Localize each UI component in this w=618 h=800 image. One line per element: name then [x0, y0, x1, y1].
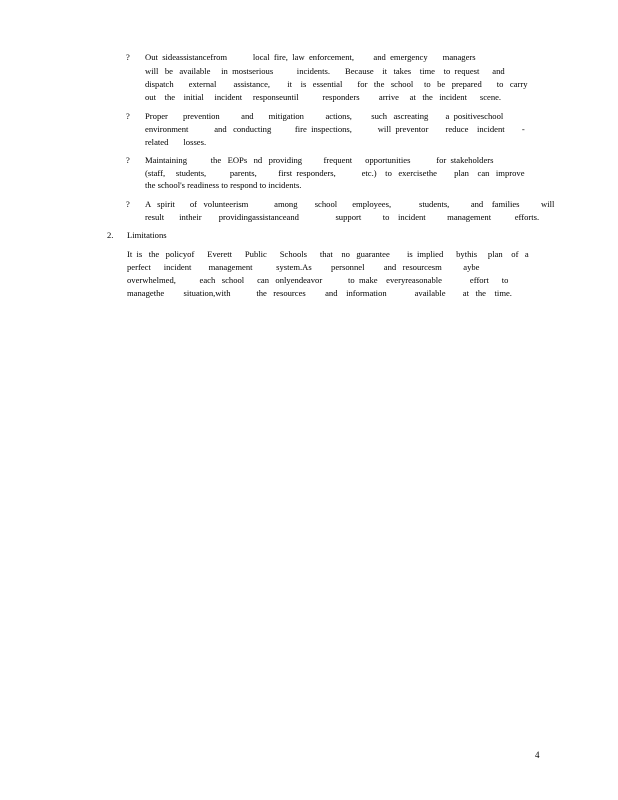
- bullet-line: (staff, students, parents, first responders, etc.) to exercisethe plan can improve: [145, 168, 525, 178]
- paragraph-line: managethe situation,with the resources and information available at the time.: [127, 288, 512, 298]
- bullet-line: related losses.: [145, 137, 207, 147]
- bullet-line: Out sideassistancefrom local fire, law enforcement, and emergency managers: [145, 52, 476, 62]
- section-number: 2.: [107, 230, 114, 240]
- bullet-line: out the initial incident responseuntil responders arrive at the incident scene.: [145, 92, 502, 102]
- paragraph-line: It is the policyof Everett Public Schools that no guarantee is implied bythis plan of a: [127, 249, 529, 259]
- bullet-line: environment and conducting fire inspections, will preventor reduce incident -: [145, 124, 525, 134]
- bullet-line: A spirit of volunteerism among school employees, students, and families will: [145, 199, 555, 209]
- bullet-line: Maintaining the EOPs nd providing frequent opportunities for stakeholders: [145, 155, 494, 165]
- paragraph-line: perfect incident management system.As personnel and resourcesm aybe: [127, 262, 480, 272]
- bullet-line: dispatch external assistance, it is essential for the school to be prepared to carry: [145, 79, 528, 89]
- bullet-line: result intheir providingassistanceand support to incident management efforts.: [145, 212, 540, 222]
- bullet-marker: ?: [126, 111, 130, 121]
- bullet-marker: ?: [126, 199, 130, 209]
- bullet-line: Proper prevention and mitigation actions, such ascreating a positiveschool: [145, 111, 504, 121]
- bullet-line: will be available in mostserious incidents. Because it takes time to request and: [145, 66, 505, 76]
- paragraph-line: overwhelmed, each school can onlyendeavor to make everyreasonable effort to: [127, 275, 509, 285]
- section-title: Limitations: [127, 230, 167, 240]
- bullet-marker: ?: [126, 155, 130, 165]
- bullet-marker: ?: [126, 52, 130, 62]
- bullet-line: the school's readiness to respond to incidents.: [145, 180, 302, 190]
- page-number: 4: [535, 750, 540, 760]
